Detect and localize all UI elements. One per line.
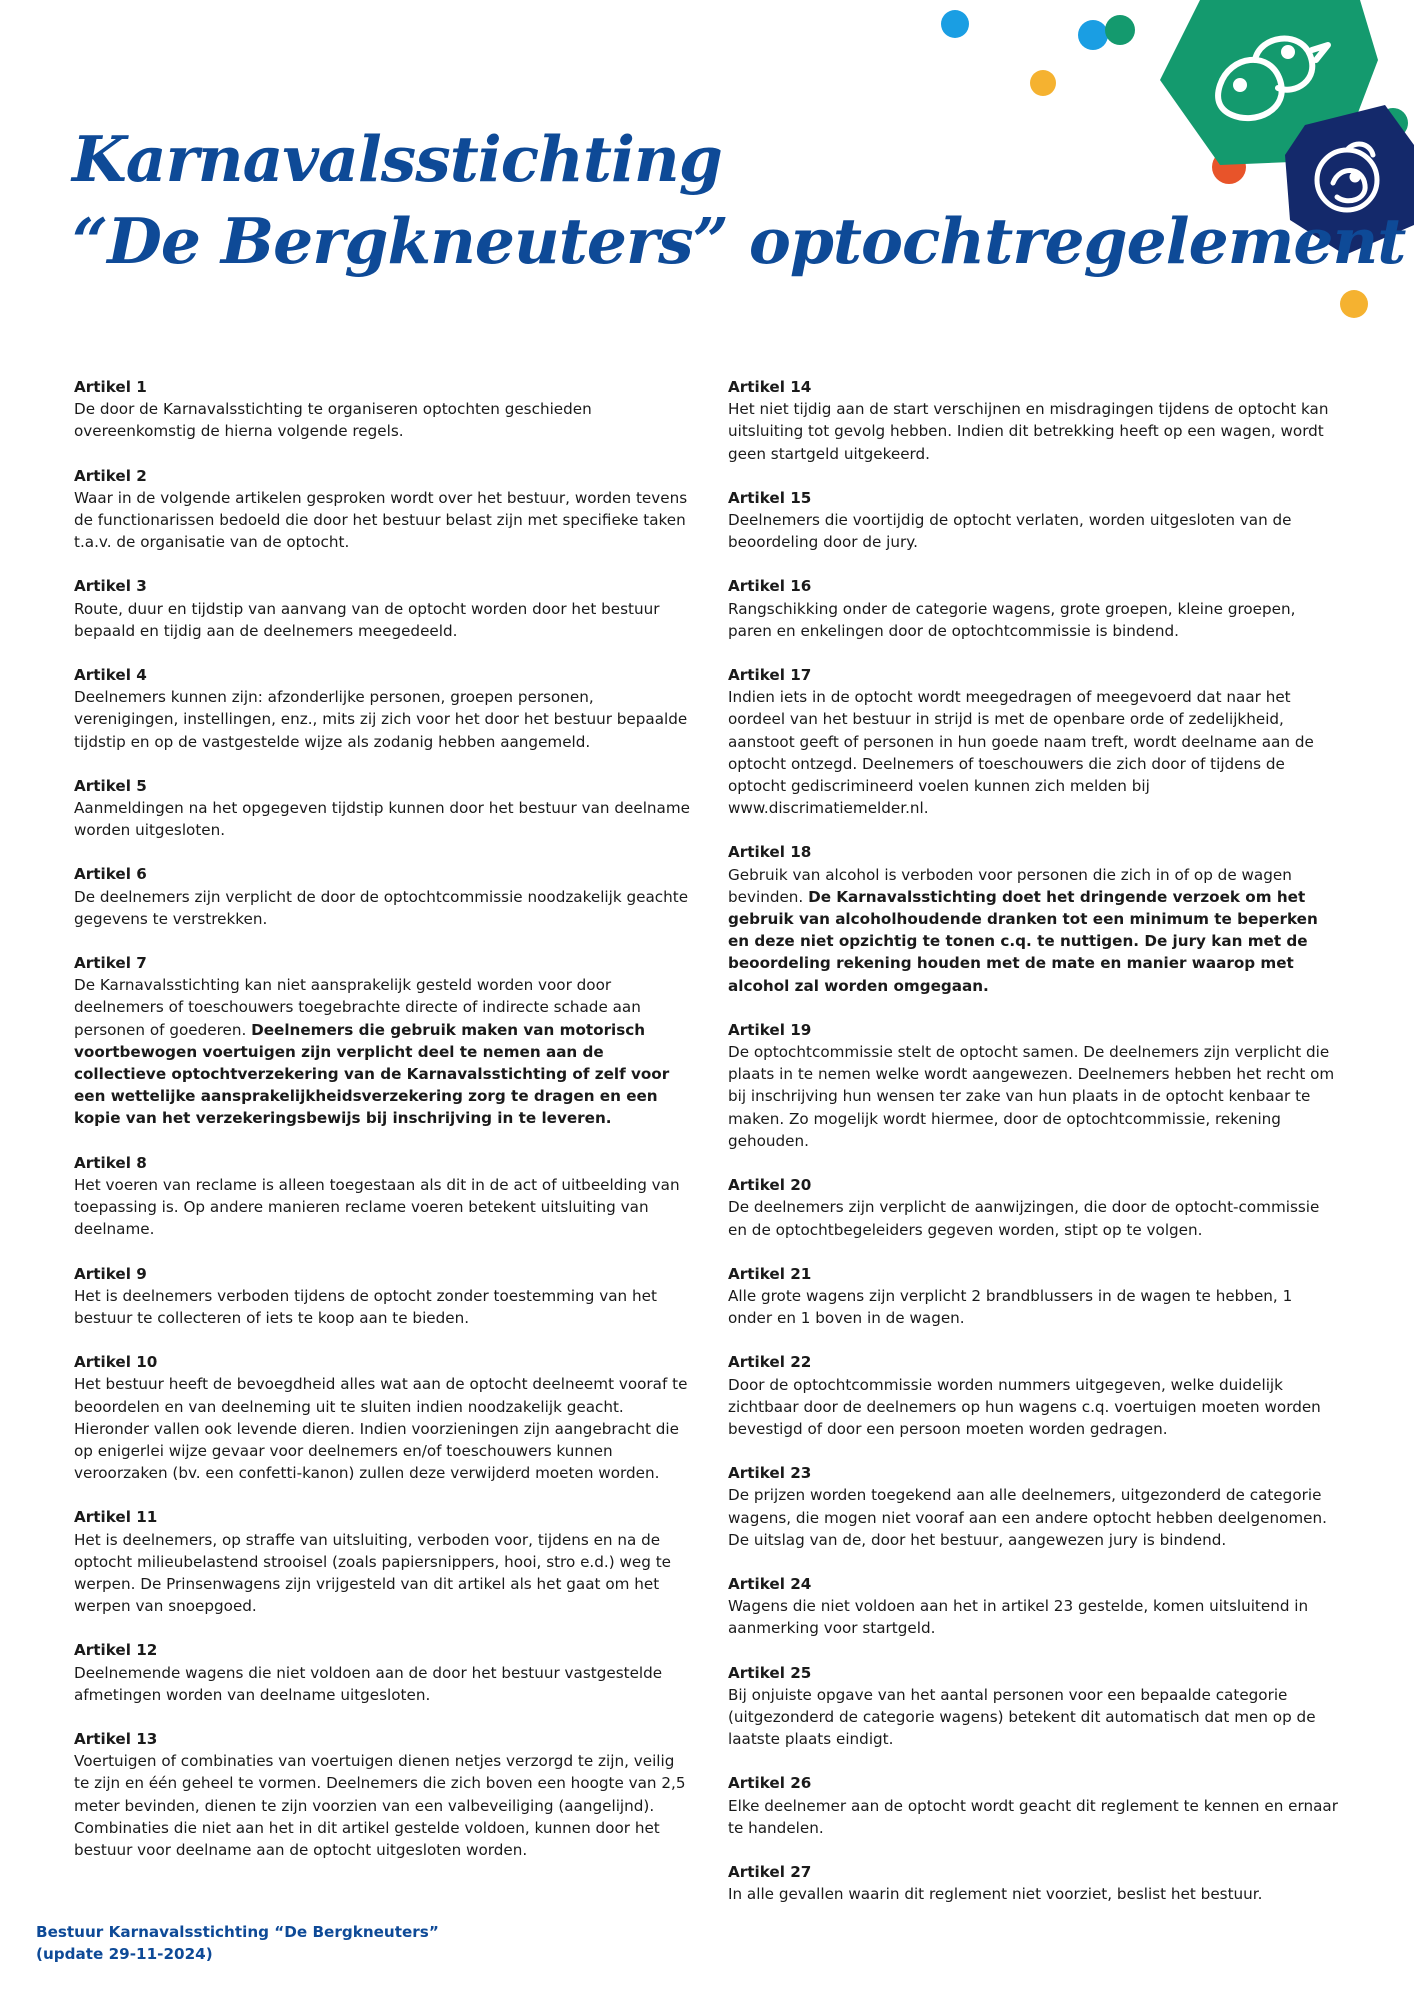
article-text: Het voeren van reclame is alleen toegestaan als dit in de act of uitbeelding van toepassing is. Op andere manieren reclame voeren betekent uitsluiting van deelname. [74, 1175, 680, 1239]
article-heading: Artikel 10 [74, 1353, 158, 1372]
article [728, 1462, 1338, 1551]
article-heading: Artikel 26 [728, 1774, 812, 1793]
article [74, 1263, 694, 1330]
article-heading: Artikel 17 [728, 666, 812, 685]
article [74, 664, 694, 753]
article-text: Elke deelnemer aan de optocht wordt geacht dit reglement te kennen en ernaar te handelen. [728, 1796, 1338, 1837]
article [74, 952, 694, 1130]
article [728, 1662, 1338, 1751]
article-heading: Artikel 18 [728, 843, 812, 862]
article-text: Alle grote wagens zijn verplicht 2 brandblussers in de wagen te hebben, 1 onder en 1 boven in de wagen. [728, 1286, 1293, 1328]
article [728, 664, 1338, 819]
article-heading: Artikel 20 [728, 1176, 812, 1195]
article-text: Indien iets in de optocht wordt meegedragen of meegevoerd dat naar het oordeel van het bestuur in strijd is met de openbare orde of zedelijkheid, aanstoot geeft of personen in hun goede naam treft, wordt deelname aan de optocht ontzegd. Deelnemers of toeschouwers die zich door of tijdens de optocht gediscrimineerd voelen kunnen zich melden bij www.discrimatiemelder.nl. [728, 688, 1314, 818]
article-text: De prijzen worden toegekend aan alle deelnemers, uitgezonderd de categorie wagens, die mogen niet vooraf aan een andere optocht hebben deelgenomen. De uitslag van de, door het bestuur, aangewezen jury is bindend. [728, 1486, 1327, 1549]
article-bold-text: De Karnavalsstichting doet het dringende verzoek om het gebruik van alcoholhoudende dranken tot een minimum te beperken en deze niet opzichtig te tonen c.q. te nuttigen. De jury kan met de beoordeling rekening houden met de mate en manier waarop met alcohol zal worden omgegaan. [728, 887, 1318, 995]
article [74, 863, 694, 930]
article-text: Waar in de volgende artikelen gesproken wordt over het bestuur, worden tevens de functionarissen bedoeld die door het bestuur belast zijn met specifieke taken t.a.v. de organisatie van de optocht. [74, 488, 688, 552]
article-text: Het is deelnemers verboden tijdens de optocht zonder toestemming van het bestuur te collecteren of iets te koop aan te bieden. [74, 1286, 657, 1327]
article [74, 1152, 694, 1241]
article-heading: Artikel 11 [74, 1508, 158, 1527]
article-text: De door de Karnavalsstichting te organiseren optochten geschieden overeenkomstig de hierna volgende regels. [74, 400, 592, 441]
article [728, 1019, 1338, 1152]
footer-line-1: Bestuur Karnavalsstichting “De Bergkneuters” [36, 1923, 439, 1941]
articles-right-column [728, 376, 1338, 1927]
article-heading: Artikel 14 [728, 378, 812, 396]
article-bold-text: Deelnemers die gebruik maken van motorisch voortbewogen voertuigen zijn verplicht deel te nemen aan de collectieve optochtverzekering van de Karnavalsstichting of zelf voor een wettelijke aansprakelijkheidsverzekering zorg te dragen en een kopie van het verzekeringsbewijs bij inschrijving in te leveren. [74, 1020, 670, 1128]
article-heading: Artikel 16 [728, 577, 812, 596]
article [74, 465, 694, 554]
article-heading: Artikel 9 [74, 1264, 147, 1283]
article-heading: Artikel 15 [728, 488, 812, 507]
article-text: In alle gevallen waarin dit reglement niet voorziet, beslist het bestuur. [728, 1885, 1263, 1904]
article-text: Door de optochtcommissie worden nummers uitgegeven, welke duidelijk zichtbaar door de deelnemers op hun wagens c.q. voertuigen moeten worden bevestigd of door een persoon moeten worden gedragen. [728, 1375, 1321, 1438]
article-heading: Artikel 12 [74, 1641, 158, 1660]
article-heading: Artikel 3 [74, 577, 147, 596]
article [728, 1351, 1338, 1440]
confetti-dot [941, 10, 969, 38]
footer [36, 1921, 439, 1965]
article-heading: Artikel 6 [74, 865, 147, 884]
confetti-dot [1340, 290, 1368, 318]
article-text: De deelnemers zijn verplicht de aanwijzingen, die door de optocht-commissie en de optochtbegeleiders gegeven worden, stipt op te volgen. [728, 1198, 1320, 1239]
article-text: Het niet tijdig aan de start verschijnen en misdragingen tijdens de optocht kan uitsluiting tot gevolg hebben. Indien dit betrekking heeft op een wagen, wordt geen startgeld uitgekeerd. [728, 400, 1329, 463]
article [74, 1728, 694, 1861]
article [728, 1573, 1338, 1640]
article-text: Deelnemers kunnen zijn: afzonderlijke personen, groepen personen, verenigingen, instellingen, enz., mits zij zich voor het door het bestuur bepaalde tijdstip en op de vastgestelde wijze als zodanig hebben aangemeld. [74, 688, 688, 751]
article [728, 1263, 1338, 1330]
article-heading: Artikel 1 [74, 378, 147, 396]
article-heading: Artikel 2 [74, 466, 147, 485]
article-text: Het is deelnemers, op straffe van uitsluiting, verboden voor, tijdens en na de optocht milieubelastend strooisel (zoals papiersnippers, hooi, stro e.d.) weg te werpen. De Prinsenwagens zijn vrijgesteld van dit artikel als het gaat om het werpen van snoepgoed. [74, 1530, 672, 1616]
article [728, 1861, 1338, 1905]
article [74, 775, 694, 842]
footer-line-2: (update 29-11-2024) [36, 1945, 213, 1963]
article-heading: Artikel 27 [728, 1862, 812, 1881]
article-text: Voertuigen of combinaties van voertuigen dienen netjes verzorgd te zijn, veilig te zijn en één geheel te vormen. Deelnemers die zich boven een hoogte van 2,5 meter bevinden, dienen te zijn voorzien van een valbeveiliging (aangelijnd). Combinaties die niet aan het in dit artikel gestelde voldoen, kunnen door het bestuur voor deelname aan de optocht uitgesloten worden. [74, 1752, 686, 1859]
title-line-1: Karnavalsstichting [72, 122, 722, 196]
article-text: De deelnemers zijn verplicht de door de optochtcommissie noodzakelijk geachte gegevens te verstrekken. [74, 887, 689, 928]
article-text: Gebruik van alcohol is verboden voor personen die zich in of op de wagen bevinden. [728, 865, 1292, 906]
article [728, 841, 1338, 996]
articles-left-column [74, 376, 694, 1883]
article [74, 376, 694, 443]
article-text: Route, duur en tijdstip van aanvang van de optocht worden door het bestuur bepaald en tijdig aan de deelnemers meegedeeld. [74, 599, 660, 640]
article [728, 1772, 1338, 1839]
title-line-2: “De Bergkneuters” optochtregelement [72, 204, 1406, 278]
article-heading: Artikel 8 [74, 1153, 147, 1172]
article [74, 1639, 694, 1706]
article-heading: Artikel 21 [728, 1264, 812, 1283]
article-heading: Artikel 13 [74, 1729, 158, 1748]
article-text: Aanmeldingen na het opgegeven tijdstip kunnen door het bestuur van deelname worden uitgesloten. [74, 799, 690, 840]
article-heading: Artikel 23 [728, 1464, 812, 1483]
article-text: Rangschikking onder de categorie wagens, grote groepen, kleine groepen, paren en enkelingen door de optochtcommissie is bindend. [728, 599, 1296, 640]
article-heading: Artikel 25 [728, 1663, 812, 1682]
article-heading: Artikel 24 [728, 1574, 812, 1593]
page-title [72, 118, 1405, 282]
article-heading: Artikel 7 [74, 954, 147, 973]
article [74, 575, 694, 642]
article [74, 1351, 694, 1484]
article [728, 575, 1338, 642]
confetti-dot [1078, 20, 1108, 50]
article-text: De optochtcommissie stelt de optocht samen. De deelnemers zijn verplicht die plaats in te nemen welke wordt aangewezen. Deelnemers hebben het recht om bij inschrijving hun wensen ter zake van hun plaats in de optocht kenbaar te maken. Zo mogelijk wordt hiermee, door de optochtcommissie, rekening gehouden. [728, 1043, 1335, 1150]
article [728, 1174, 1338, 1241]
confetti-dot [1030, 70, 1056, 96]
article-text: Deelnemers die voortijdig de optocht verlaten, worden uitgesloten van de beoordeling door de jury. [728, 511, 1292, 552]
article [728, 376, 1338, 465]
article-text: Deelnemende wagens die niet voldoen aan de door het bestuur vastgestelde afmetingen worden van deelname uitgesloten. [74, 1663, 663, 1704]
article-heading: Artikel 4 [74, 666, 147, 685]
article-heading: Artikel 22 [728, 1353, 812, 1372]
article-text: Het bestuur heeft de bevoegdheid alles wat aan de optocht deelneemt vooraf te beoordelen en van deelneming uit te sluiten indien noodzakelijk geacht. Hieronder vallen ook levende dieren. Indien voorzieningen zijn aangebracht die op enigerlei wijze gevaar voor deelnemers en/of toeschouwers kunnen veroorzaken (bv. een confetti-kanon) zullen deze verwijderd moeten worden. [74, 1375, 688, 1483]
article [74, 1506, 694, 1617]
article [728, 487, 1338, 554]
confetti-dot [1105, 15, 1135, 45]
article-heading: Artikel 5 [74, 776, 147, 795]
article-text: De Karnavalsstichting kan niet aansprakelijk gesteld worden voor door deelnemers of toeschouwers toegebrachte directe of indirecte schade aan personen of goederen. [74, 976, 641, 1039]
article-text: Bij onjuiste opgave van het aantal personen voor een bepaalde categorie (uitgezonderd de categorie wagens) betekent dit automatisch dat men op de laatste plaats eindigt. [728, 1685, 1316, 1749]
article-text: Wagens die niet voldoen aan het in artikel 23 gestelde, komen uitsluitend in aanmerking voor startgeld. [728, 1597, 1309, 1638]
article-heading: Artikel 19 [728, 1020, 812, 1039]
